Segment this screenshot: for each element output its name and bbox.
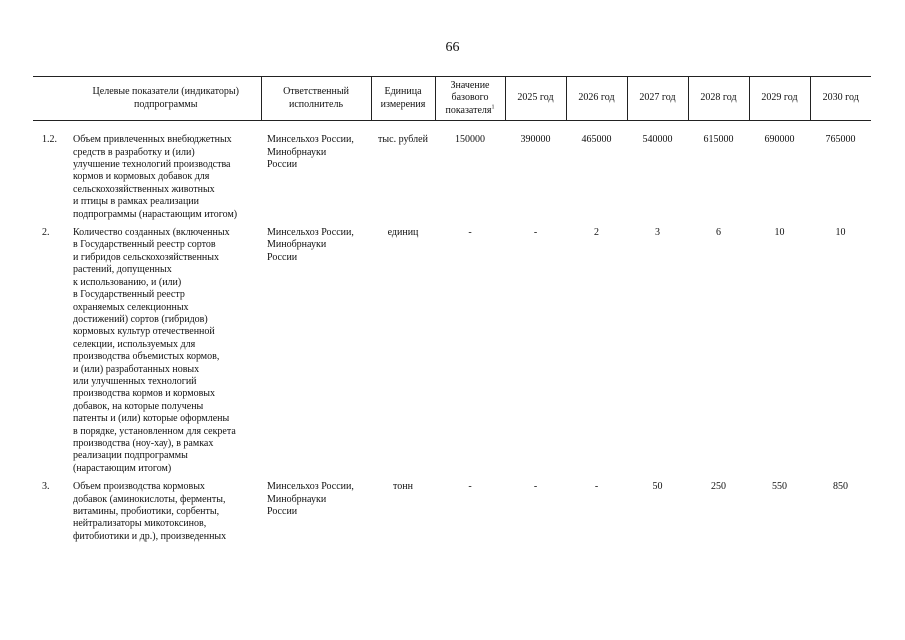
header-base-value-text: Значение базового показателя	[445, 80, 492, 116]
indicator-line: реализации подпрограммы	[73, 450, 188, 462]
indicator-line: сельскохозяйственных животных	[73, 183, 215, 195]
indicator-line: охраняемых селекционных	[73, 301, 189, 313]
row-year-value: 540000	[642, 134, 673, 146]
indicator-line: добавок, на которые получены	[73, 400, 204, 412]
row-year-value: 3	[655, 227, 660, 239]
indicator-line: фитобиотики и др.), произведенных	[73, 530, 227, 542]
table-row	[33, 481, 871, 543]
indicator-line: Объем привлеченных внебюджетных	[73, 134, 232, 146]
row-year-value: 10	[774, 227, 785, 239]
row-year-value: -	[533, 227, 538, 239]
indicator-line: достижений) сортов (гибридов)	[73, 313, 208, 325]
header-year-2027: 2027 год	[627, 77, 688, 121]
executor-line: Минсельхоз России,	[267, 134, 354, 146]
executor-line: Минсельхоз России,	[267, 227, 354, 239]
table-body	[33, 121, 871, 544]
indicator-line: растений, допущенных	[73, 264, 172, 276]
row-year-value: 765000	[825, 134, 856, 146]
header-base-value	[435, 77, 505, 121]
indicator-line: средств в разработку и (или)	[73, 146, 195, 158]
header-year-2030: 2030 год	[810, 77, 871, 121]
indicator-line: и (или) разработанных новых	[73, 363, 200, 375]
row-year-value: 850	[833, 481, 848, 493]
row-year-value: 50	[652, 481, 663, 493]
header-num	[33, 77, 71, 121]
row-year-value: 10	[835, 227, 846, 239]
indicator-line: и птицы в рамках реализации	[73, 196, 200, 208]
indicator-line: в порядке, установленном для секрета	[73, 425, 236, 437]
indicator-line: в Государственный реестр	[73, 289, 185, 301]
row-year-value: -	[533, 481, 538, 493]
row-executor	[261, 134, 371, 221]
row-year-value: 390000	[520, 134, 551, 146]
indicator-line: производства объемистых кормов,	[73, 351, 220, 363]
row-indicator	[71, 227, 261, 475]
header-year-2028: 2028 год	[688, 77, 749, 121]
row-unit: тонн	[393, 481, 413, 493]
header-year-2029: 2029 год	[749, 77, 810, 121]
row-year-value: 250	[711, 481, 726, 493]
indicator-line: добавок (аминокислоты, ферменты,	[73, 493, 226, 505]
indicators-table	[33, 76, 871, 543]
row-base-value: 150000	[455, 134, 485, 146]
indicator-line: или улучшенных технологий	[73, 375, 197, 387]
indicator-line: кормовых культур отечественной	[73, 326, 215, 338]
row-year-value: 465000	[581, 134, 612, 146]
indicator-line: нейтрализаторы микотоксинов,	[73, 518, 207, 530]
row-unit: единиц	[387, 227, 419, 239]
indicator-line: патенты и (или) которые оформлены	[73, 413, 230, 425]
executor-line: Минобрнауки	[267, 239, 327, 251]
indicator-line: Объем производства кормовых	[73, 481, 205, 493]
row-base-value: -	[468, 481, 472, 493]
row-year-value: 2	[594, 227, 599, 239]
row-year-value: 6	[716, 227, 721, 239]
row-executor	[261, 481, 371, 543]
row-base-value: -	[468, 227, 472, 239]
row-number: 2.	[42, 227, 50, 239]
row-year-value: -	[594, 481, 599, 493]
row-indicator	[71, 134, 261, 221]
table-header-row	[33, 77, 871, 121]
header-year-2026: 2026 год	[566, 77, 627, 121]
header-executor: Ответственный исполнитель	[261, 77, 371, 121]
header-base-footnote: 1	[491, 104, 495, 111]
indicator-line: и гибридов сельскохозяйственных	[73, 251, 219, 263]
indicator-line: витамины, пробиотики, сорбенты,	[73, 506, 220, 517]
row-year-value: 690000	[764, 134, 795, 146]
row-executor	[261, 227, 371, 475]
table-row	[33, 134, 871, 221]
row-unit: тыс. рублей	[378, 134, 428, 146]
row-year-value: 550	[772, 481, 787, 493]
page-number: 66	[445, 40, 460, 55]
indicator-line: производства (ноу-хау), в рамках	[73, 437, 214, 449]
indicator-line: кормов и кормовых добавок для	[73, 171, 210, 183]
indicator-line: подпрограммы (нарастающим итогом)	[73, 208, 238, 220]
executor-line: Минсельхоз России,	[267, 481, 354, 493]
indicator-line: производства кормов и кормовых	[73, 388, 216, 400]
header-year-2025: 2025 год	[505, 77, 566, 121]
header-indicator: Целевые показатели (индикаторы) подпрограммы	[71, 77, 261, 121]
header-unit: Единица измерения	[371, 77, 435, 121]
executor-line: Минобрнауки	[267, 493, 327, 505]
indicator-line: к использованию, и (или)	[73, 276, 182, 288]
executor-line: Минобрнауки	[267, 146, 327, 158]
executor-line: России	[267, 159, 298, 171]
executor-line: России	[267, 506, 298, 517]
table-row	[33, 227, 871, 475]
indicator-line: в Государственный реестр сортов	[73, 239, 216, 251]
indicator-line: Количество созданных (включенных	[73, 227, 230, 239]
indicator-line: селекции, используемых для	[73, 338, 196, 350]
executor-line: России	[267, 251, 298, 263]
row-year-value: 615000	[703, 134, 734, 146]
indicator-line: (нарастающим итогом)	[73, 462, 172, 474]
row-number: 1.2.	[42, 134, 57, 146]
indicator-line: улучшение технологий производства	[73, 159, 231, 171]
row-indicator	[71, 481, 261, 543]
row-number: 3.	[42, 481, 50, 493]
